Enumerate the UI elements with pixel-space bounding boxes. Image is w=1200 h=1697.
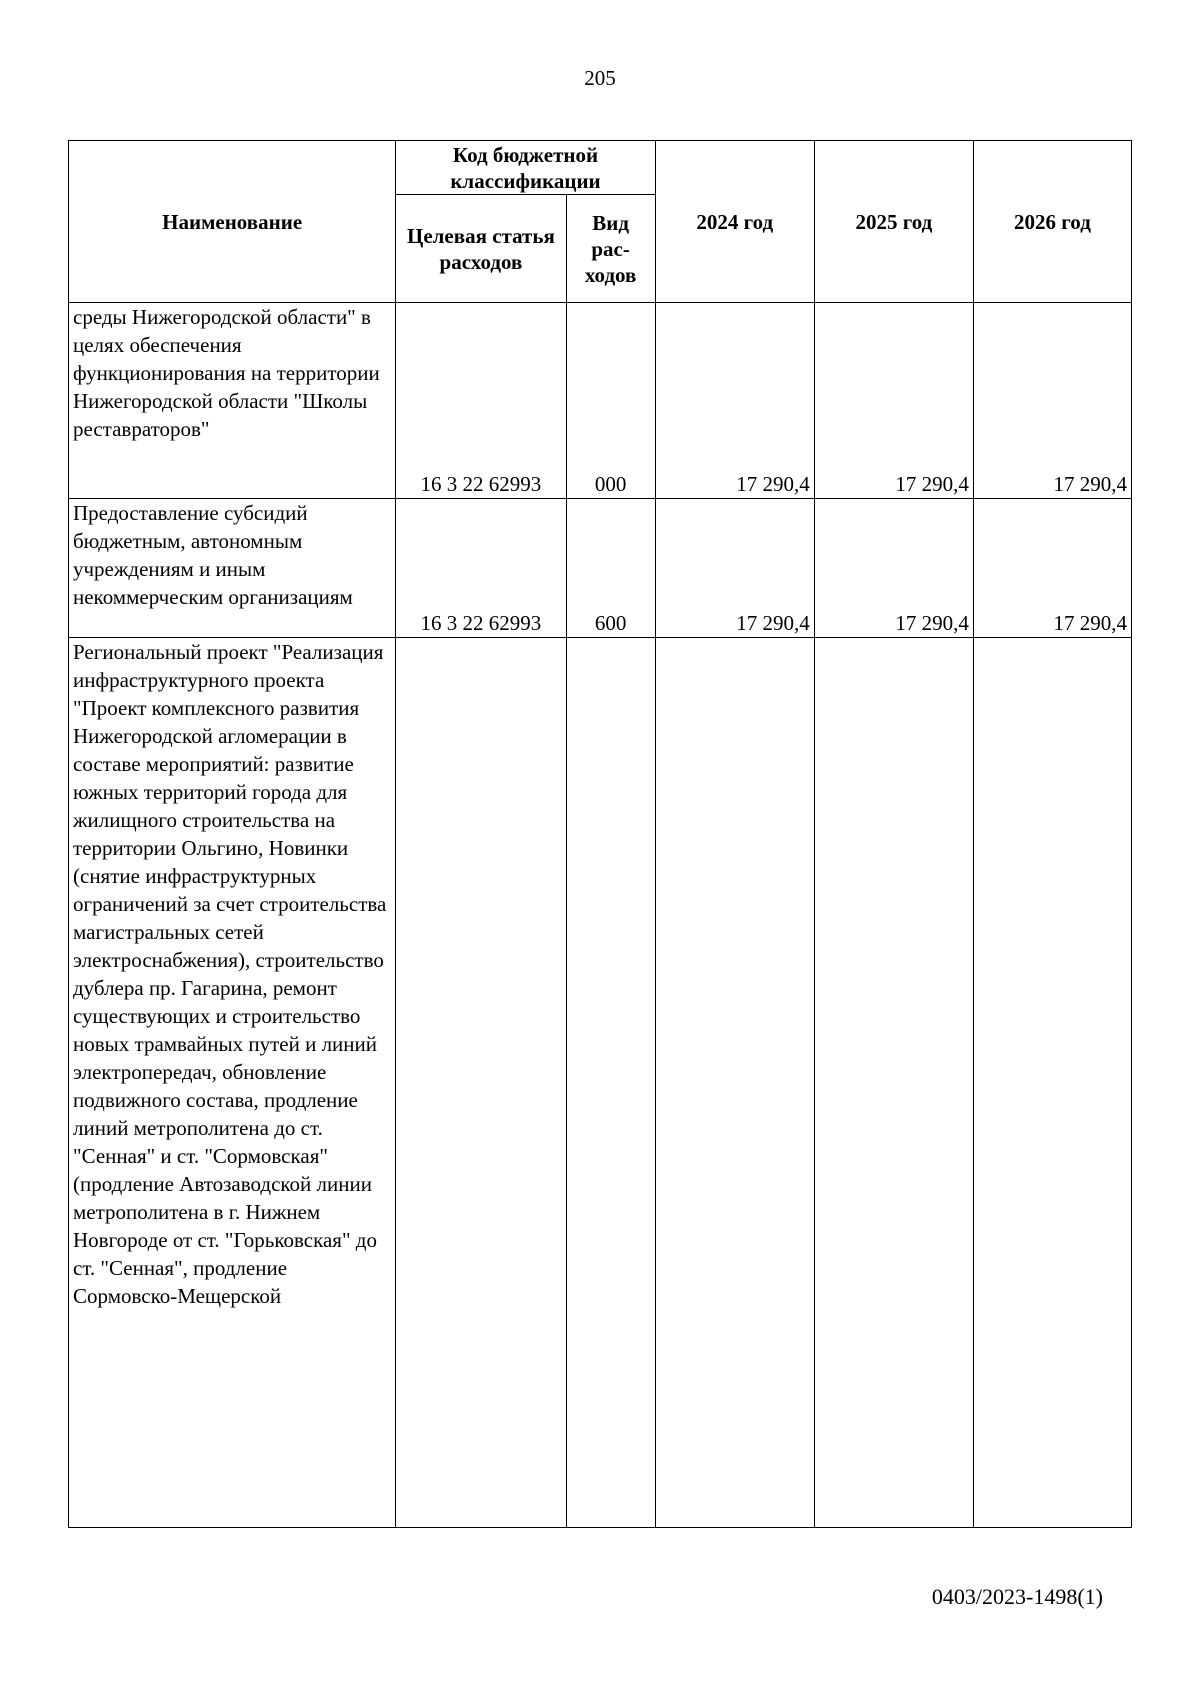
row-value-2024	[655, 638, 814, 1528]
row-expense-type	[566, 638, 655, 1528]
row-target-article: 16 3 22 62993	[396, 303, 566, 499]
document-number: 0403/2023-1498(1)	[931, 1584, 1103, 1609]
header-budget-code: Код бюджетной классификации	[396, 141, 655, 195]
table-header	[69, 141, 1132, 303]
row-name: среды Нижегородской области" в целях обеспечения функционирования на территории Нижегородской области "Школы реставраторов"	[69, 303, 396, 499]
header-year-2024: 2024 год	[655, 141, 814, 303]
row-value-2025	[814, 638, 973, 1528]
page-number: 205	[584, 66, 616, 90]
row-value-2025: 17 290,4	[814, 499, 973, 638]
row-value-2026	[973, 638, 1131, 1528]
row-value-2024: 17 290,4	[655, 499, 814, 638]
row-expense-type: 000	[566, 303, 655, 499]
header-expense-type: Вид рас-ходов	[566, 195, 655, 303]
row-name: Предоставление субсидий бюджетным, автономным учреждениям и иным некоммерческим организациям	[69, 499, 396, 638]
table-row	[69, 499, 1132, 638]
table-row	[69, 638, 1132, 1528]
header-name: Наименование	[69, 141, 396, 303]
row-value-2025: 17 290,4	[814, 303, 973, 499]
header-year-2026: 2026 год	[973, 141, 1131, 303]
table-row	[69, 303, 1132, 499]
row-value-2026: 17 290,4	[973, 303, 1131, 499]
row-expense-type: 600	[566, 499, 655, 638]
row-target-article: 16 3 22 62993	[396, 499, 566, 638]
row-name: Региональный проект "Реализация инфраструктурного проекта "Проект комплексного развития Нижегородской агломерации в составе мероприятий: развитие южных территорий города для жилищного строительства на территории Ольгино, Новинки (снятие инфраструктурных ограничений за счет строительства магистральных сетей электроснабжения), строительство дублера пр. Гагарина, ремонт существующих и строительство новых трамвайных путей и линий электропередач, обновление подвижного состава, продление линий метрополитена до ст. "Сенная" и ст. "Сормовская" (продление Автозаводской линии метрополитена в г. Нижнем Новгороде от ст. "Горьковская" до ст. "Сенная", продление Сормовско-Мещерской	[69, 638, 396, 1528]
row-value-2024: 17 290,4	[655, 303, 814, 499]
header-target-article: Целевая статья расходов	[396, 195, 566, 303]
header-year-2025: 2025 год	[814, 141, 973, 303]
row-target-article	[396, 638, 566, 1528]
row-value-2026: 17 290,4	[973, 499, 1131, 638]
budget-table	[68, 140, 1132, 1528]
